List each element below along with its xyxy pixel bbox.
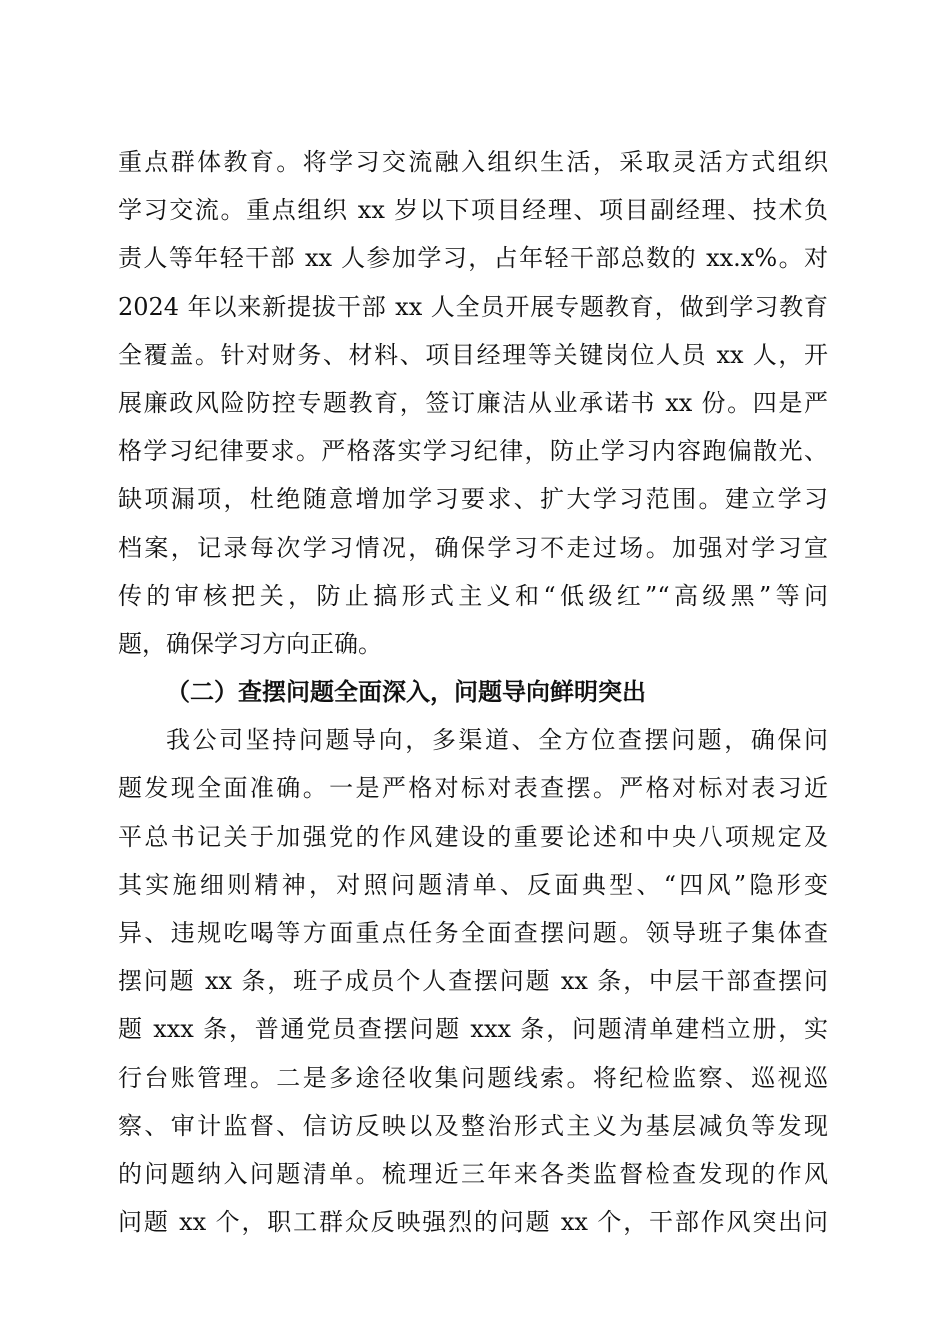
body-line: 题 xxx 条，普通党员查摆问题 xxx 条，问题清单建档立册，实 (118, 1015, 828, 1044)
body-line: 察、审计监督、信访反映以及整治形式主义为基层减负等发现 (118, 1111, 828, 1140)
body-line: 其实施细则精神，对照问题清单、反面典型、“四风”隐形变 (118, 870, 828, 899)
paragraph-first-line: 我公司坚持问题导向，多渠道、全方位查摆问题，确保问 (166, 726, 828, 755)
paragraph-end-line: 题，确保学习方向正确。 (118, 629, 382, 658)
body-line: 平总书记关于加强党的作风建设的重要论述和中央八项规定及 (118, 822, 828, 851)
section-heading: （二）查摆问题全面深入，问题导向鲜明突出 (166, 677, 646, 707)
body-line: 全覆盖。针对财务、材料、项目经理等关键岗位人员 xx 人，开 (118, 340, 828, 369)
body-line: 格学习纪律要求。严格落实学习纪律，防止学习内容跑偏散光、 (118, 437, 828, 466)
body-line: 传的审核把关，防止搞形式主义和“低级红”“高级黑”等问 (118, 581, 828, 610)
body-line: 学习交流。重点组织 xx 岁以下项目经理、项目副经理、技术负 (118, 196, 828, 225)
body-line: 展廉政风险防控专题教育，签订廉洁从业承诺书 xx 份。四是严 (118, 388, 828, 417)
body-line: 责人等年轻干部 xx 人参加学习，占年轻干部总数的 xx.x%。对 (118, 244, 828, 273)
body-line: 问题 xx 个，职工群众反映强烈的问题 xx 个，干部作风突出问 (118, 1208, 828, 1237)
body-line: 重点群体教育。将学习交流融入组织生活，采取灵活方式组织 (118, 148, 828, 176)
body-line: 的问题纳入问题清单。梳理近三年来各类监督检查发现的作风 (118, 1159, 828, 1188)
body-line: 题发现全面准确。一是严格对标对表查摆。严格对标对表习近 (118, 774, 828, 803)
body-line: 缺项漏项，杜绝随意增加学习要求、扩大学习范围。建立学习 (118, 485, 828, 514)
body-line: 档案，记录每次学习情况，确保学习不走过场。加强对学习宣 (118, 533, 828, 562)
body-line: 2024 年以来新提拔干部 xx 人全员开展专题教育，做到学习教育 (118, 292, 828, 321)
body-line: 摆问题 xx 条，班子成员个人查摆问题 xx 条，中层干部查摆问 (118, 967, 828, 996)
body-line: 行台账管理。二是多途径收集问题线索。将纪检监察、巡视巡 (118, 1063, 828, 1092)
body-line: 异、违规吃喝等方面重点任务全面查摆问题。领导班子集体查 (118, 919, 828, 947)
document-body (118, 138, 828, 1246)
